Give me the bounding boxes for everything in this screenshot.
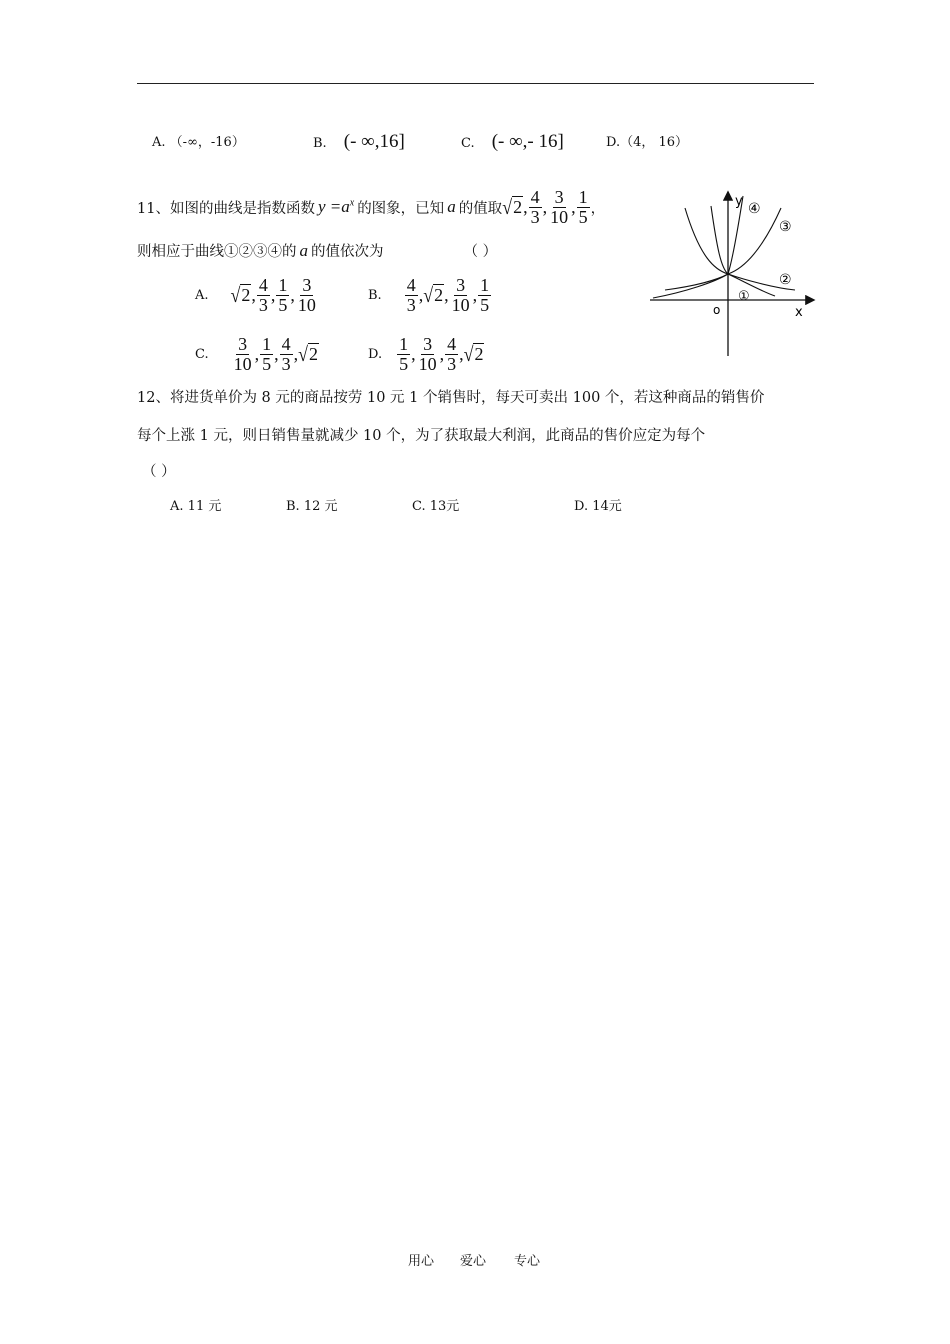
q11-option-d: D. $\frac{1}{5}$ , $\frac{3}{10}$ , $\frac{4}{3}$ , √2 xyxy=(368,334,484,374)
q10-option-d: D.（4， 16） xyxy=(606,135,689,150)
q12-option-b: B. 12 元 xyxy=(286,499,338,514)
q10-option-a: A. （-∞，-16） xyxy=(152,135,245,150)
q12-option-a: A. 11 元 xyxy=(170,499,222,514)
footer-text-2: 爱心 xyxy=(460,1254,487,1269)
footer-text-3: 专心 xyxy=(514,1254,541,1269)
y-axis-label: y xyxy=(735,194,743,209)
stem-value-4: $\frac{1}{5}$ xyxy=(578,187,588,227)
q11-option-a: A. √2 , $\frac{4}{3}$ , $\frac{1}{5}$ , $\frac{3}{10}$ xyxy=(195,275,316,315)
stem-value-3: $\frac{3}{10}$ xyxy=(550,187,569,227)
q10-option-b: B. (- ∞,16] xyxy=(313,131,405,152)
header-rule xyxy=(137,83,814,84)
curve-label-4: ④ xyxy=(748,201,761,217)
stem-value-2: $\frac{4}{3}$ xyxy=(530,187,540,227)
q11-option-b: B. $\frac{4}{3}$ , √2 , $\frac{3}{10}$ , $\frac{1}{5}$ xyxy=(368,275,490,315)
footer-text-1: 用心 xyxy=(408,1254,435,1269)
stem-value-1: √2 xyxy=(502,195,523,219)
curve-1 xyxy=(665,274,775,296)
q10-option-c: C. (- ∞,- 16] xyxy=(461,131,564,152)
x-axis-label: x xyxy=(795,305,803,320)
exponential-graph xyxy=(645,188,820,360)
q11-option-c: C. $\frac{3}{10}$ , $\frac{1}{5}$ , $\frac{4}{3}$ , √2 xyxy=(195,334,319,374)
q11-stem-line2: 则相应于曲线①②③④的 a 的值依次为 （ ） xyxy=(137,240,498,260)
curve-label-1: ① xyxy=(738,289,750,304)
q11-stem: 11、如图的曲线是指数函数 $y =a^x$ 的图象，已知 a 的值取 √2 , $\frac{4}{3}$ , $\frac{3}{10}$ , $\frac{1}{5}$ ， xyxy=(137,187,606,227)
q12-option-c: C. 13元 xyxy=(412,499,460,514)
q12-line1: 12、将进货单价为 8 元的商品按劳 10 元 1 个销售时，每天可卖出 100 个，若这种商品的销售价 xyxy=(137,390,765,406)
origin-label: o xyxy=(713,303,721,317)
q12-line2: 每个上涨 1 元，则日销售量就减少 10 个，为了获取最大利润，此商品的售价应定为每个 xyxy=(137,428,706,444)
curve-3 xyxy=(685,208,781,274)
curve-label-3: ③ xyxy=(779,219,792,235)
q12-option-d: D. 14元 xyxy=(574,499,622,514)
curve-2 xyxy=(653,274,795,298)
q12-paren: （ ） xyxy=(142,464,176,480)
curve-label-2: ② xyxy=(779,272,792,288)
